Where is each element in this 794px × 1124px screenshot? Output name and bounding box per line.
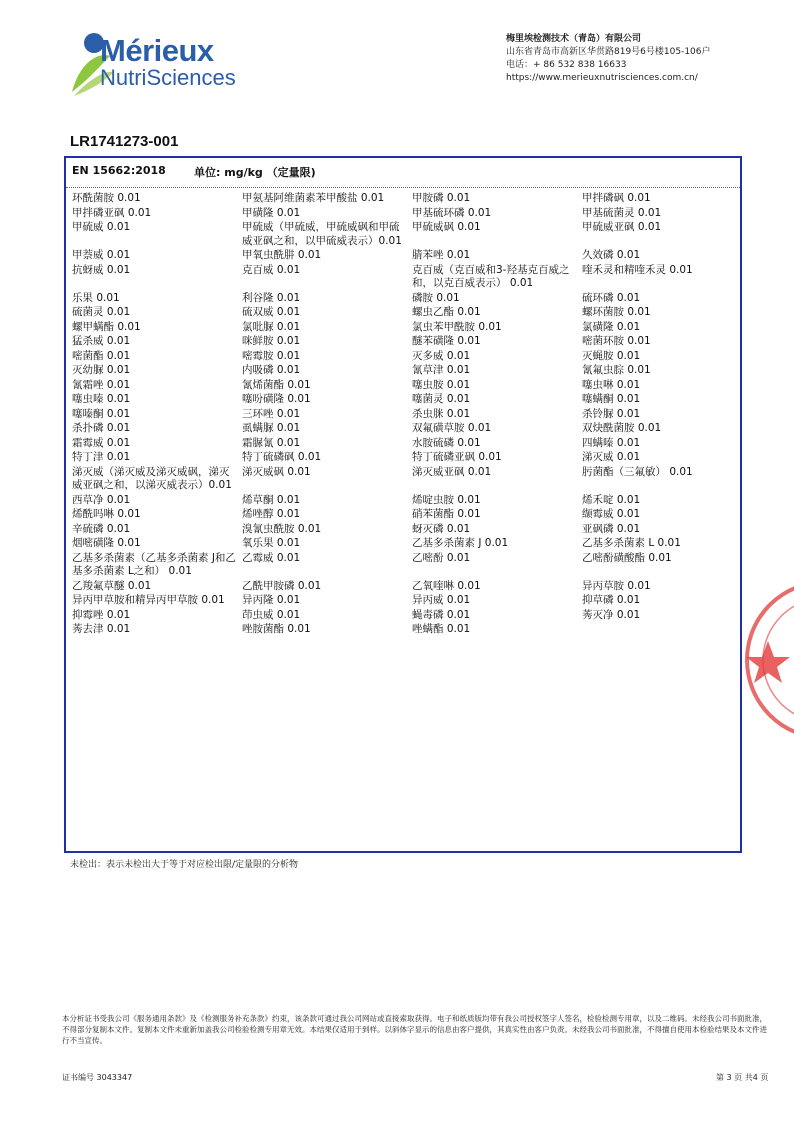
analyte-cell: 烯禾啶 0.01 (582, 493, 641, 506)
analyte-cell: 醚苯磺隆 0.01 (412, 335, 481, 347)
analyte-cell (582, 622, 742, 637)
analyte-cell: 嘧菌环胺 0.01 (582, 335, 651, 347)
table-row (72, 248, 742, 263)
analyte-cell: 杀虫脒 0.01 (412, 407, 471, 420)
analyte-cell: 喹禾灵和精喹禾灵 0.01 (582, 263, 693, 276)
analyte-cell: 氧乐果 0.01 (242, 537, 301, 549)
analyte-cell: 氯吡脲 0.01 (242, 320, 301, 333)
company-address: 山东省青岛市高新区华贯路819号6号楼105-106户 (506, 47, 711, 57)
table-row (72, 551, 742, 579)
analyte-cell: 噻虫嗪 0.01 (72, 393, 131, 405)
analyte-cell: 莠去津 0.01 (72, 623, 131, 635)
analyte-cell: 虱螨脲 0.01 (242, 422, 301, 434)
analyte-cell: 涕灭威 0.01 (582, 451, 641, 463)
analyte-cell: 乙霉威 0.01 (242, 551, 301, 564)
analyte-cell: 螺环菌胺 0.01 (582, 306, 651, 318)
analyte-cell: 甲硫威（甲硫威，甲硫威砜和甲硫威亚砜之和，以甲硫威表示）0.01 (242, 221, 402, 247)
analyte-cell: 氰氟虫腙 0.01 (582, 364, 651, 376)
analyte-cell: 蚜灭磷 0.01 (412, 522, 471, 535)
analyte-cell: 噻虫啉 0.01 (582, 378, 641, 391)
analyte-cell: 硝苯菌酯 0.01 (412, 508, 481, 520)
table-row (72, 493, 742, 508)
footnote: 未检出：表示未检出大于等于对应检出限/定量限的分析物 (70, 860, 299, 870)
analyte-cell: 猛杀威 0.01 (72, 335, 131, 347)
analyte-cell: 乙嘧酚 0.01 (412, 551, 471, 564)
analyte-cell: 灭蝇胺 0.01 (582, 349, 641, 362)
analyte-cell: 莠灭净 0.01 (582, 608, 641, 621)
analyte-cell: 噻菌灵 0.01 (412, 393, 471, 405)
table-row (72, 608, 742, 623)
analyte-cell: 氰烯菌酯 0.01 (242, 378, 311, 391)
analyte-cell: 异丙甲草胺和精异丙甲草胺 0.01 (72, 594, 225, 606)
analyte-cell: 乙嘧酚磺酸酯 0.01 (582, 551, 672, 564)
analyte-cell: 茚虫威 0.01 (242, 608, 301, 621)
table-row (72, 349, 742, 364)
analyte-cell: 霜霉威 0.01 (72, 436, 131, 449)
table-row (72, 436, 742, 451)
analyte-cell: 克百威 0.01 (242, 263, 301, 276)
analyte-cell: 烯草酮 0.01 (242, 493, 301, 506)
analyte-cell: 特丁硫磷砜 0.01 (242, 451, 322, 463)
company-name: 梅里埃检测技术（青岛）有限公司 (506, 34, 642, 44)
analyte-cell: 异丙草胺 0.01 (582, 579, 651, 592)
table-row (72, 507, 742, 522)
analyte-cell: 肟菌酯（三氟敏） 0.01 (582, 465, 693, 478)
table-row (72, 206, 742, 221)
analyte-cell: 灭多威 0.01 (412, 349, 471, 362)
analyte-cell: 甲基硫环磷 0.01 (412, 206, 492, 219)
results-grid (72, 191, 742, 637)
analyte-cell: 内吸磷 0.01 (242, 364, 301, 376)
analyte-cell: 磷胺 0.01 (412, 291, 460, 304)
analyte-cell: 烯唑醇 0.01 (242, 508, 301, 520)
analyte-cell: 三环唑 0.01 (242, 407, 301, 420)
analyte-cell: 利谷隆 0.01 (242, 291, 301, 304)
analyte-cell: 涕灭威亚砜 0.01 (412, 465, 492, 478)
analyte-cell: 辛硫磷 0.01 (72, 522, 131, 535)
analyte-cell: 硫双威 0.01 (242, 306, 301, 318)
analyte-cell: 双氟磺草胺 0.01 (412, 422, 492, 434)
analyte-cell: 甲硫威亚砜 0.01 (582, 221, 662, 233)
analyte-cell: 嘧菌酯 0.01 (72, 349, 131, 362)
analyte-cell: 乙酰甲胺磷 0.01 (242, 579, 322, 592)
analyte-cell: 氯磺隆 0.01 (582, 320, 641, 333)
analyte-cell: 乙氧喹啉 0.01 (412, 579, 481, 592)
analyte-cell: 缬霉威 0.01 (582, 508, 641, 520)
analyte-cell: 特丁津 0.01 (72, 451, 131, 463)
logo-wordmark-line1: Mérieux (100, 33, 214, 68)
analyte-cell: 烯酰吗啉 0.01 (72, 508, 141, 520)
analyte-cell: 硫环磷 0.01 (582, 291, 641, 304)
analyte-cell: 甲氨基阿维菌素苯甲酸盐 0.01 (242, 192, 385, 204)
analyte-cell: 水胺硫磷 0.01 (412, 436, 481, 449)
analyte-cell: 甲基硫菌灵 0.01 (582, 206, 662, 219)
table-row (72, 536, 742, 551)
analyte-cell: 氯虫苯甲酰胺 0.01 (412, 320, 502, 333)
analyte-cell: 乙羧氟草醚 0.01 (72, 579, 152, 592)
analyte-cell: 溴氰虫酰胺 0.01 (242, 522, 322, 535)
analyte-cell: 唑胺菌酯 0.01 (242, 623, 311, 635)
analyte-cell: 氰草津 0.01 (412, 364, 471, 376)
analyte-cell: 乐果 0.01 (72, 291, 120, 304)
analyte-cell: 唑螨酯 0.01 (412, 623, 471, 635)
analyte-cell: 甲胺磷 0.01 (412, 192, 471, 204)
analyte-cell: 乙基多杀菌素（乙基多杀菌素 J和乙基多杀菌素 L之和） 0.01 (72, 551, 236, 577)
logo-wordmark-line2: NutriSciences (100, 65, 236, 90)
analyte-cell: 亚砜磷 0.01 (582, 522, 641, 535)
analyte-cell: 特丁硫磷亚砜 0.01 (412, 451, 502, 463)
analyte-cell: 涕灭威砜 0.01 (242, 465, 311, 478)
table-row (72, 579, 742, 594)
analyte-cell: 蝇毒磷 0.01 (412, 608, 471, 621)
analyte-cell: 噻吩磺隆 0.01 (242, 393, 311, 405)
analyte-cell: 甲磺隆 0.01 (242, 206, 301, 219)
analyte-cell: 咪鲜胺 0.01 (242, 335, 301, 347)
table-row (72, 191, 742, 206)
analyte-cell: 螺虫乙酯 0.01 (412, 306, 481, 318)
inspection-stamp (740, 575, 794, 745)
analyte-cell: 甲硫威砜 0.01 (412, 221, 481, 233)
unit-label: 单位: mg/kg （定量限) (194, 166, 316, 179)
analyte-cell: 硫菌灵 0.01 (72, 306, 131, 318)
table-row (72, 378, 742, 393)
table-header (72, 164, 316, 179)
method-standard: EN 15662:2018 (72, 164, 166, 177)
table-row (72, 363, 742, 378)
table-row (72, 305, 742, 320)
table-row (72, 593, 742, 608)
analyte-cell: 氰霜唑 0.01 (72, 378, 131, 391)
analyte-cell: 甲拌磷亚砜 0.01 (72, 206, 152, 219)
analyte-cell: 噻嗪酮 0.01 (72, 407, 131, 420)
results-table-box (64, 156, 742, 853)
table-row (72, 522, 742, 537)
analyte-cell: 乙基多杀菌素 L 0.01 (582, 537, 681, 549)
table-row (72, 220, 742, 248)
analyte-cell: 抗蚜威 0.01 (72, 263, 131, 276)
table-row (72, 320, 742, 335)
table-row (72, 291, 742, 306)
table-row (72, 622, 742, 637)
analyte-cell: 噻螨酮 0.01 (582, 393, 641, 405)
analyte-cell: 甲拌磷砜 0.01 (582, 192, 651, 204)
page-number: 第 3 页 共4 页 (716, 1073, 769, 1082)
analyte-cell: 抑霉唑 0.01 (72, 608, 131, 621)
analyte-cell: 西草净 0.01 (72, 493, 131, 506)
analyte-cell: 异丙威 0.01 (412, 594, 471, 606)
analyte-cell: 腈苯唑 0.01 (412, 249, 471, 261)
report-id: LR1741273-001 (70, 133, 179, 150)
analyte-cell: 涕灭威（涕灭威及涕灭威砜，涕灭威亚砜之和，以涕灭威表示）0.01 (72, 465, 232, 491)
table-row (72, 334, 742, 349)
table-row (72, 392, 742, 407)
company-website[interactable]: https://www.merieuxnutrisciences.com.cn/ (506, 73, 698, 83)
analyte-cell: 四螨嗪 0.01 (582, 436, 641, 449)
analyte-cell: 嘧霉胺 0.01 (242, 349, 301, 362)
analyte-cell: 甲萘威 0.01 (72, 249, 131, 261)
company-info (506, 33, 711, 85)
analyte-cell: 异丙隆 0.01 (242, 594, 301, 606)
header-divider (66, 187, 740, 188)
analyte-cell: 克百威（克百威和3-羟基克百威之和，以克百威表示） 0.01 (412, 263, 570, 289)
analyte-cell: 甲硫威 0.01 (72, 221, 131, 233)
analyte-cell: 螺甲螨酯 0.01 (72, 320, 141, 333)
table-row (72, 407, 742, 422)
analyte-cell: 烯啶虫胺 0.01 (412, 493, 481, 506)
table-row (72, 263, 742, 291)
analyte-cell: 久效磷 0.01 (582, 249, 641, 261)
table-row (72, 450, 742, 465)
table-row (72, 421, 742, 436)
analyte-cell: 烟嘧磺隆 0.01 (72, 537, 141, 549)
analyte-cell: 抑草磷 0.01 (582, 594, 641, 606)
analyte-cell: 噻虫胺 0.01 (412, 378, 471, 391)
analyte-cell: 杀扑磷 0.01 (72, 422, 131, 434)
legal-disclaimer: 本分析证书受我公司《服务通用条款》及《检测服务补充条款》约束，该条款可通过我公司网站或直接索取获得。电子和纸质版均带有我公司授权签字人签名，检验检测专用章，以及二维码。未经我公司书面批准，不得部分复制本文件。复制本文件未重新加盖我公司检验检测专用章无效。本结果仅适用于到样。以斜体字显示的信息由客户提供，其真实性由客户负责。未经我公司书面批准，不得擅自使用本检验结果及本文件进行不当宣传。 (62, 1014, 767, 1045)
analyte-cell: 乙基多杀菌素 J 0.01 (412, 537, 509, 549)
analyte-cell: 环酰菌胺 0.01 (72, 192, 141, 204)
analyte-cell: 灭幼脲 0.01 (72, 364, 131, 376)
analyte-cell: 霜脲氰 0.01 (242, 436, 301, 449)
analyte-cell: 甲氧虫酰肼 0.01 (242, 249, 322, 261)
table-row (72, 465, 742, 493)
company-phone: 电话：+ 86 532 838 16633 (506, 60, 627, 70)
analyte-cell: 双炔酰菌胺 0.01 (582, 422, 662, 434)
certificate-number: 证书编号 3043347 (62, 1073, 133, 1082)
analyte-cell: 杀铃脲 0.01 (582, 407, 641, 420)
